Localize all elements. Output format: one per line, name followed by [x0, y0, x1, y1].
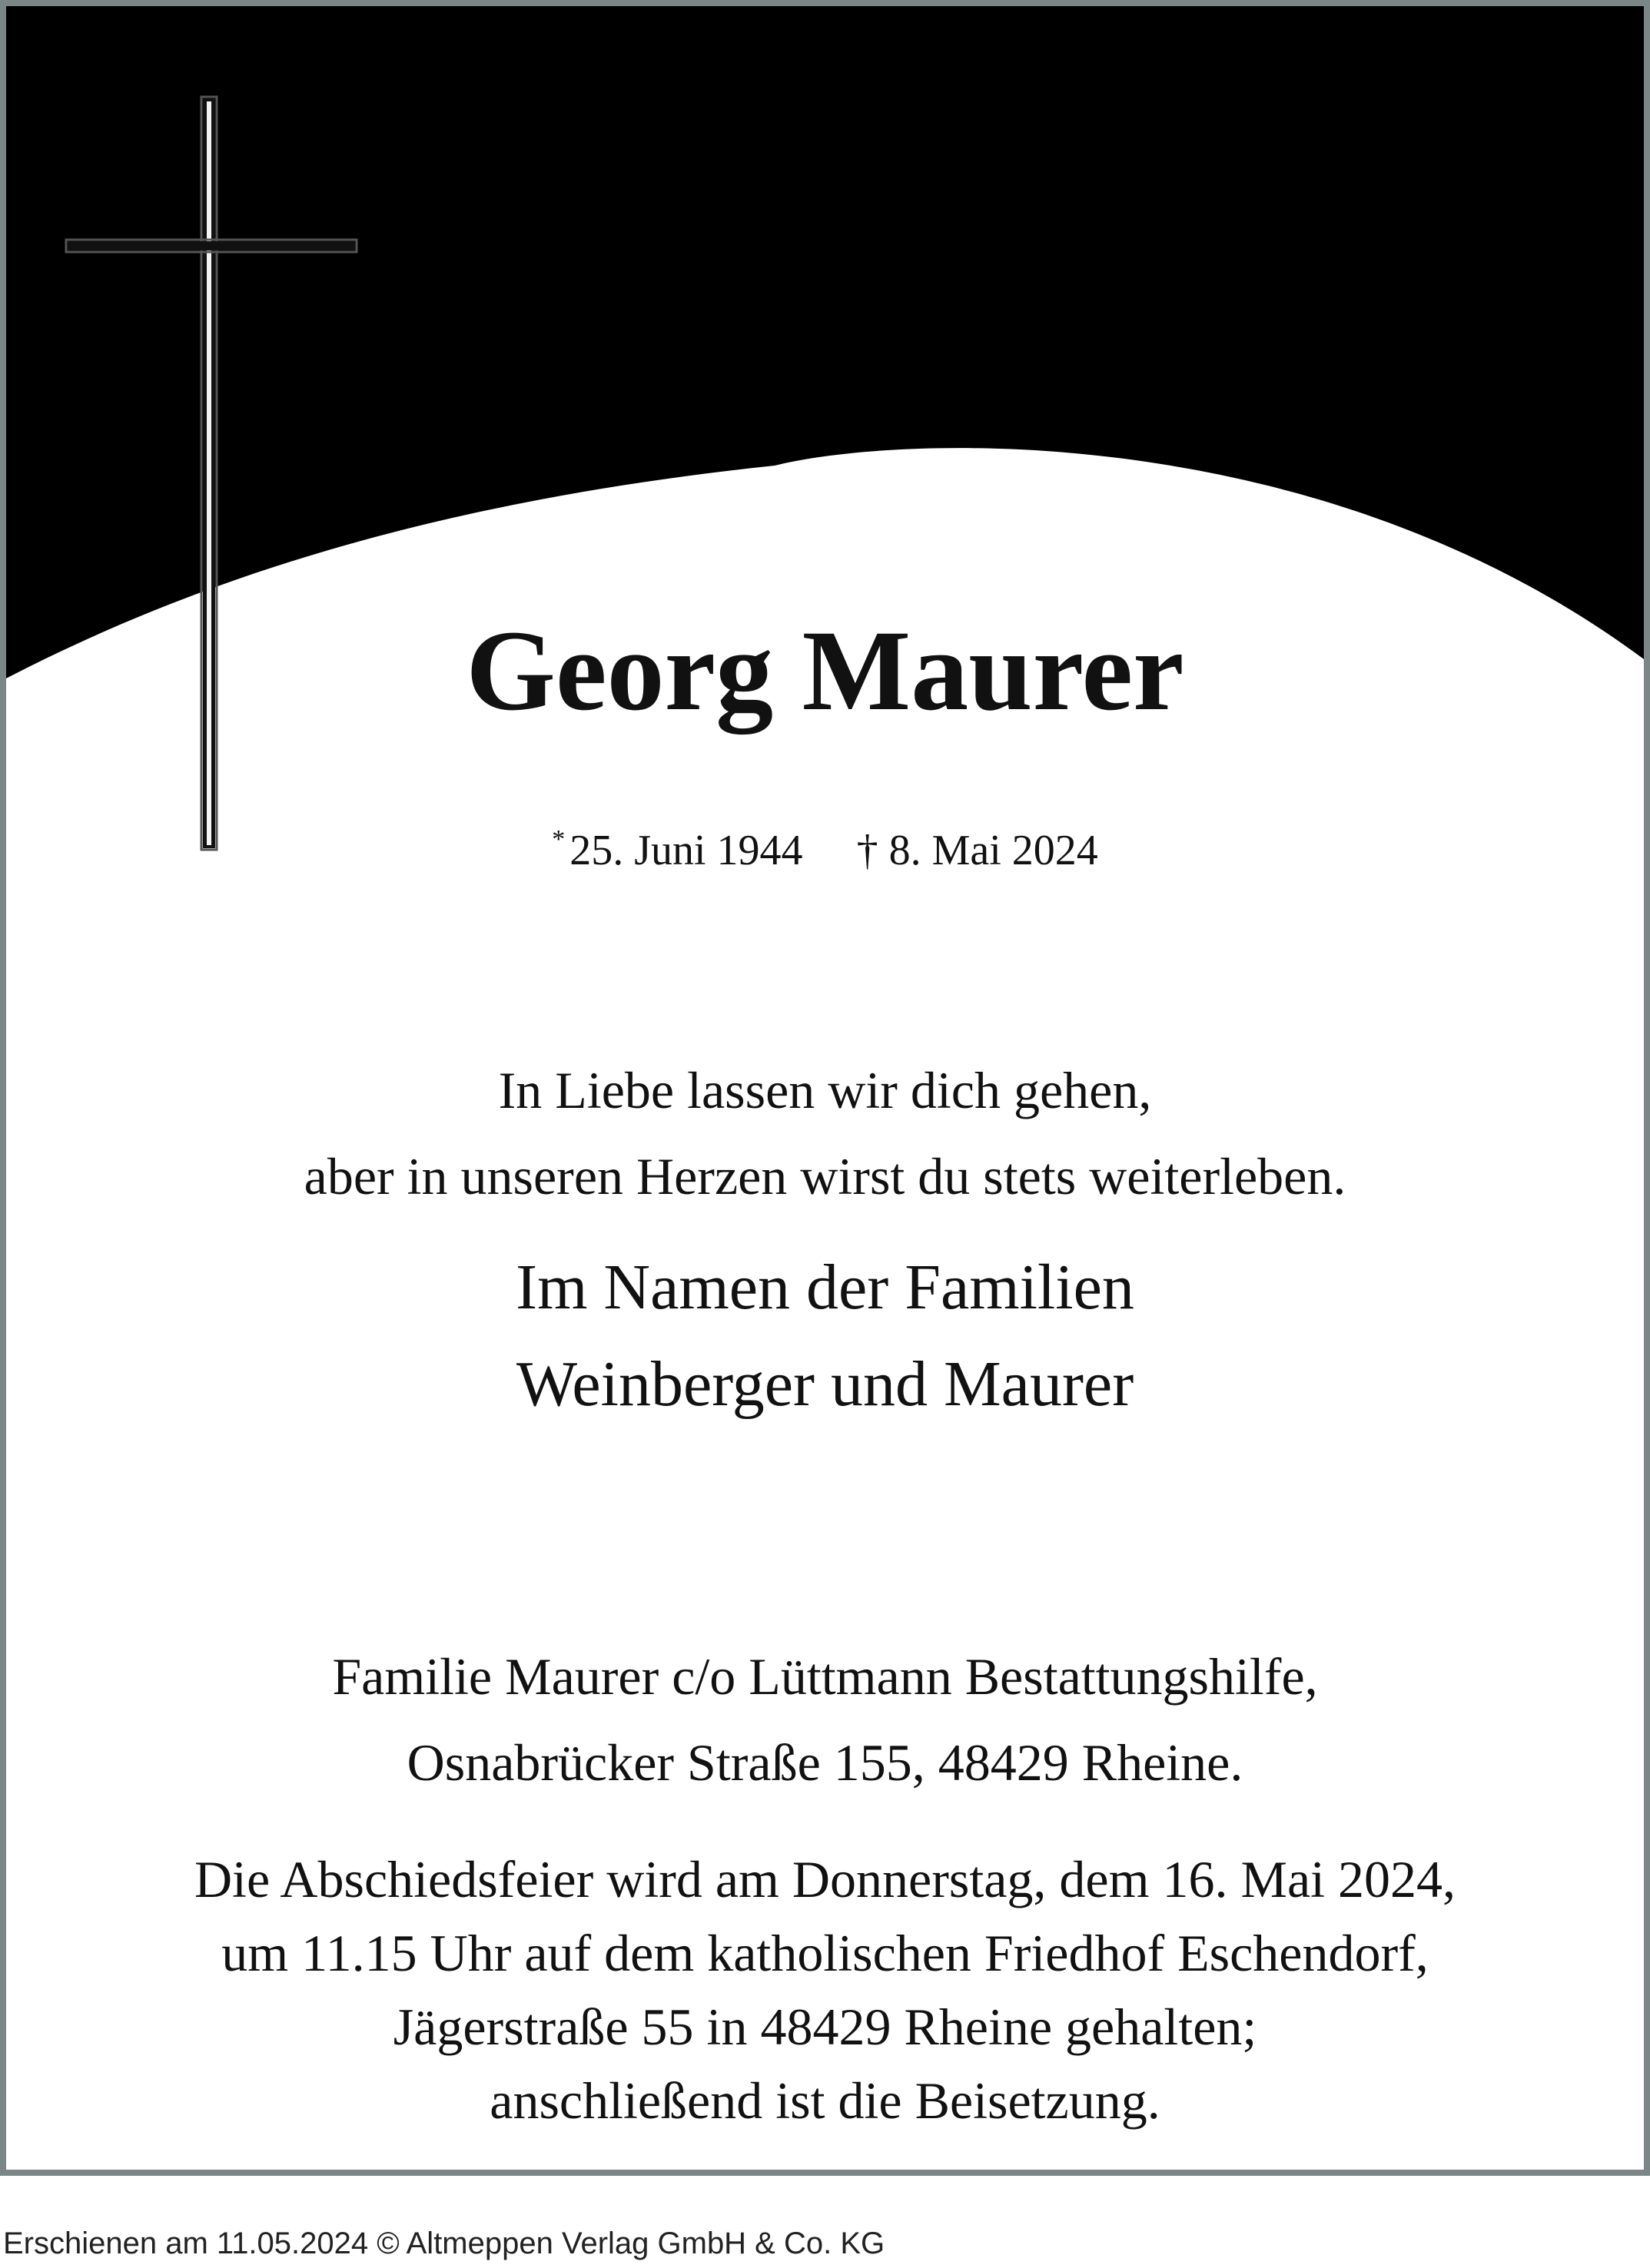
birth-date: 25. Juni 1944 [569, 827, 803, 874]
ceremony-line: Die Abschiedsfeier wird am Donnerstag, dem 16. Mai 2024, [194, 1850, 1456, 1908]
address-line: Osnabrücker Straße 155, 48429 Rheine. [407, 1733, 1243, 1792]
ceremony-line: um 11.15 Uhr auf dem katholischen Friedhof Eschendorf, [221, 1924, 1429, 1982]
verse-line: aber in unseren Herzen wirst du stets weiterleben. [304, 1147, 1346, 1205]
address-line: Familie Maurer c/o Lüttmann Bestattungshilfe, [332, 1647, 1318, 1706]
verse-line: In Liebe lassen wir dich gehen, [498, 1061, 1152, 1119]
memorial-verse [6, 1047, 1644, 1219]
deceased-name: Georg Maurer [466, 607, 1184, 734]
life-dates [6, 813, 1644, 877]
birth-symbol: * [552, 825, 566, 854]
death-symbol: † [856, 827, 878, 874]
ceremony-details [6, 1842, 1644, 2137]
ceremony-line: anschließend ist die Beisetzung. [490, 2071, 1160, 2130]
contact-address [6, 1633, 1644, 1805]
family-signature [6, 1239, 1644, 1433]
ceremony-line: Jägerstraße 55 in 48429 Rheine gehalten; [393, 1998, 1257, 2056]
death-date: 8. Mai 2024 [888, 827, 1098, 874]
family-line: Im Namen der Familien [516, 1252, 1134, 1323]
publication-footer: Erschienen am 11.05.2024 © Altmeppen Verlag GmbH & Co. KG [3, 2227, 885, 2260]
family-line: Weinberger und Maurer [516, 1348, 1134, 1420]
